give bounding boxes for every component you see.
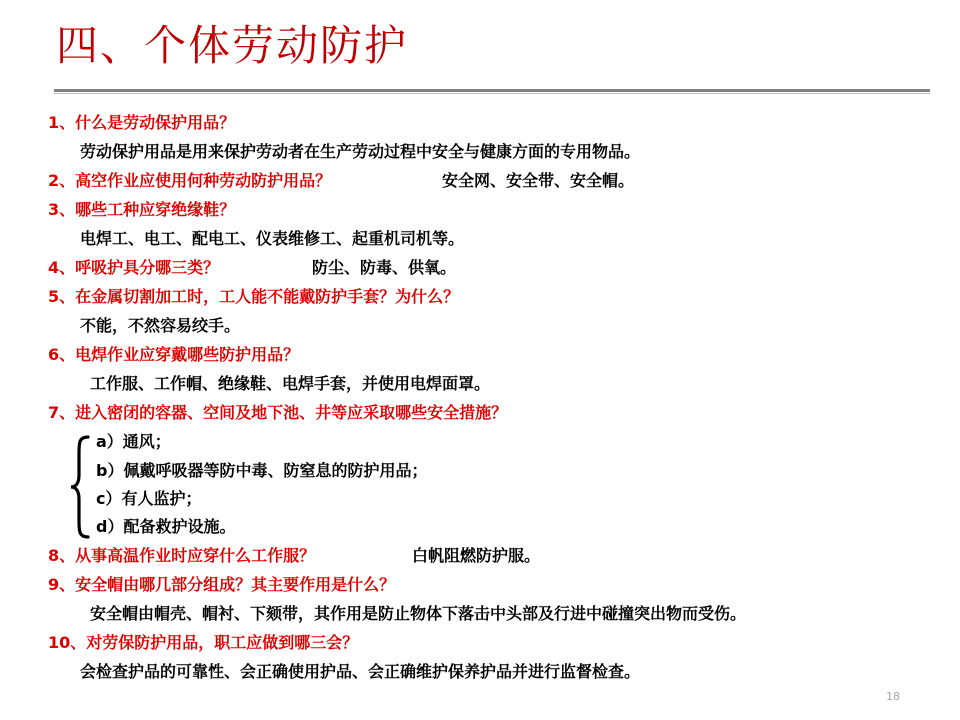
answer-8: 白帆阻燃防护服。 [412, 546, 541, 565]
page-number: 18 [886, 690, 900, 703]
title-divider-thin [54, 93, 930, 94]
question-6: 6、电焊作业应穿戴哪些防护用品？ [48, 345, 300, 364]
question-9: 9、安全帽由哪几部分组成？其主要作用是什么？ [48, 575, 396, 594]
answer-10: 会检查护品的可靠性、会正确使用护品、会正确维护保养护品并进行监督检查。 [80, 662, 641, 681]
answer-5: 不能，不然容易绞手。 [80, 316, 241, 335]
answer-9: 安全帽由帽壳、帽衬、下颏带，其作用是防止物体下落击中头部及行进中碰撞突出物而受伤。 [90, 604, 747, 623]
question-4: 4、呼吸护具分哪三类？ [48, 258, 220, 277]
answer-4: 防尘、防毒、供氧。 [312, 258, 457, 277]
list-item-d: d）配备救护设施。 [96, 517, 236, 536]
page-title: 四、个体劳动防护 [56, 21, 409, 70]
answer-3: 电焊工、电工、配电工、仪表维修工、起重机司机等。 [80, 229, 465, 248]
question-1: 1、什么是劳动保护用品？ [48, 113, 236, 132]
question-3: 3、哪些工种应穿绝缘鞋？ [48, 200, 236, 219]
answer-6: 工作服、工作帽、绝缘鞋、电焊手套，并使用电焊面罩。 [90, 374, 491, 393]
title-divider [54, 89, 930, 92]
question-8: 8、从事高温作业时应穿什么工作服？ [48, 546, 316, 565]
list-item-b: b）佩戴呼吸器等防中毒、防窒息的防护用品； [96, 461, 428, 480]
answer-1: 劳动保护用品是用来保护劳动者在生产劳动过程中安全与健康方面的专用物品。 [80, 142, 641, 161]
question-7: 7、进入密闭的容器、空间及地下池、井等应采取哪些安全措施？ [48, 403, 508, 422]
answer-2: 安全网、安全带、安全帽。 [442, 171, 635, 190]
list-item-a: a）通风； [96, 432, 171, 451]
curly-brace-icon [68, 435, 92, 539]
question-5: 5、在金属切割加工时，工人能不能戴防护手套？为什么？ [48, 287, 460, 306]
question-10: 10、对劳保防护用品，职工应做到哪三会？ [48, 633, 359, 652]
list-item-c: c）有人监护； [96, 489, 202, 508]
question-2: 2、高空作业应使用何种劳动防护用品？ [48, 171, 332, 190]
